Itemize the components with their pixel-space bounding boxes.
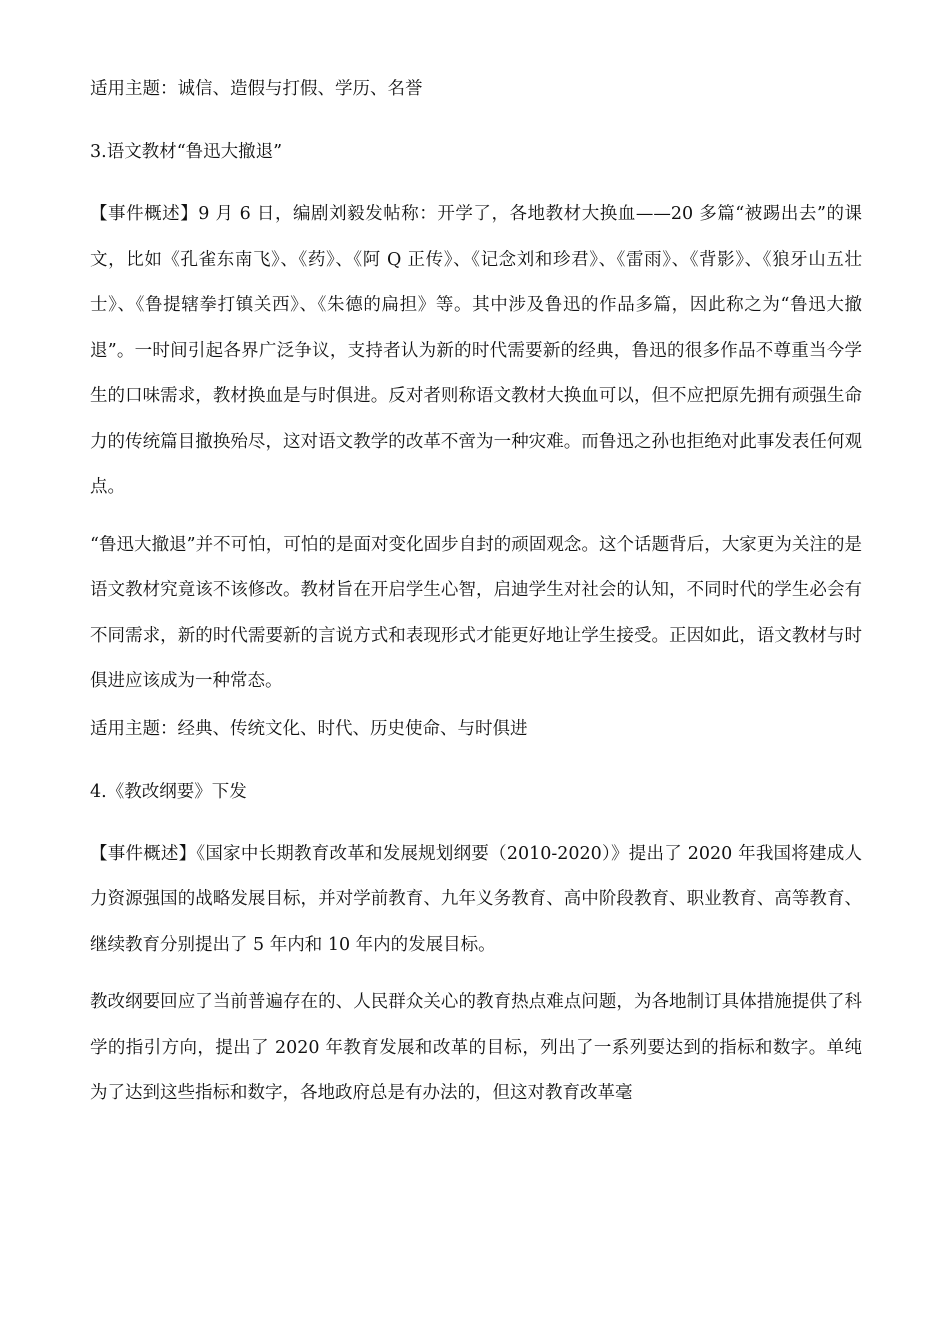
document-page: [90, 78, 862, 1117]
theme-line: 适用主题：诚信、造假与打假、学历、名誉: [90, 79, 423, 99]
commentary-paragraph: “鲁迅大撤退”并不可怕，可怕的是面对变化固步自封的顽固观念。这个话题背后，大家更为关注的是语文教材究竟该不该修改。教材旨在开启学生心智，启迪学生对社会的认知，不同时代的学生必会有不同需求，新的时代需要新的言说方式和表现形式才能更好地让学生接受。正因如此，语文教材与时俱进应该成为一种常态。: [90, 534, 862, 691]
event-summary-paragraph: 【事件概述】《国家中长期教育改革和发展规划纲要（2010-2020）》提出了 2020 年我国将建成人力资源强国的战略发展目标，并对学前教育、九年义务教育、高中阶段教育、职业教育、高等教育、继续教育分别提出了 5 年内和 10 年内的发展目标。: [90, 843, 862, 955]
theme-line: 适用主题：经典、传统文化、时代、历史使命、与时俱进: [90, 718, 528, 739]
commentary-paragraph: 教改纲要回应了当前普遍存在的、人民群众关心的教育热点难点问题，为各地制订具体措施提供了科学的指引方向，提出了 2020 年教育发展和改革的目标，列出了一系列要达到的指标和数字。单纯为了达到这些指标和数字，各地政府总是有办法的，但这对教育改革毫: [90, 992, 862, 1103]
section-heading: 3.语文教材“鲁迅大撤退”: [90, 142, 283, 162]
section-heading: 4.《教改纲要》下发: [90, 781, 247, 802]
event-summary-paragraph: 【事件概述】9 月 6 日，编剧刘毅发帖称：开学了，各地教材大换血——20 多篇“被踢出去”的课文，比如《孔雀东南飞》、《药》、《阿 Q 正传》、《记念刘和珍君》、《雷雨》、《背影》、《狼牙山五壮士》、《鲁提辖拳打镇关西》、《朱德的扁担》等。其中涉及鲁迅的作品多篇，因此称之为“鲁迅大撤退”。一时间引起各界广泛争议，支持者认为新的时代需要新的经典，鲁迅的很多作品不尊重当今学生的口味需求，教材换血是与时俱进。反对者则称语文教材大换血可以，但不应把原先拥有顽强生命力的传统篇目撤换殆尽，这对语文教学的改革不啻为一种灾难。而鲁迅之孙也拒绝对此事发表任何观点。: [90, 204, 862, 497]
